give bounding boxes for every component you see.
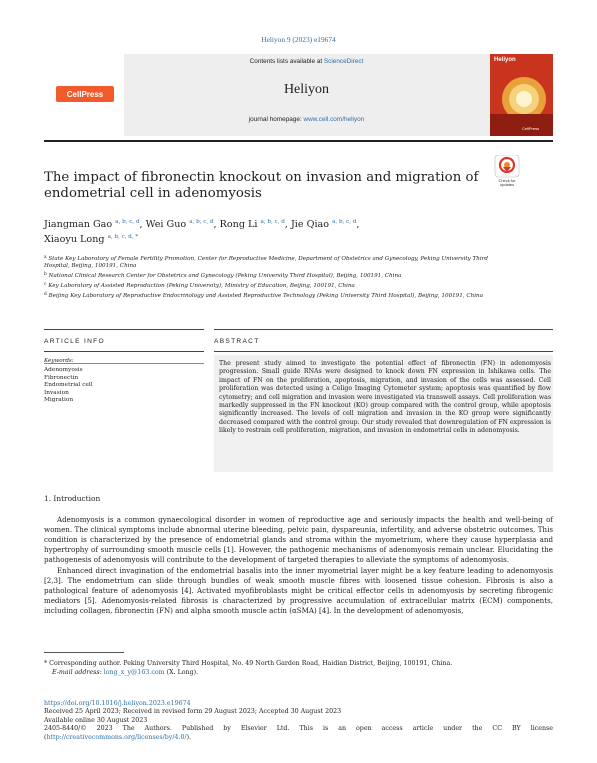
article-info-label: ARTICLE INFO [44, 338, 105, 345]
contents-line: Contents lists available at ScienceDirect [249, 58, 364, 65]
abstract-rule-top [214, 329, 553, 330]
cellpress-logo-icon: CellPress [56, 86, 114, 102]
available-online: Available online 30 August 2023 [44, 716, 148, 724]
affiliation: $^d$ Beijing Key Laboratory of Reproductive Endocrinology and Assisted Reproductive Technology (Peking University Third Hospital), Beijing, 100191, China [44, 292, 483, 300]
check-for-updates-label: Check for updates [498, 178, 516, 187]
sciencedirect-link[interactable]: ScienceDirect [323, 58, 364, 65]
abstract-label: ABSTRACT [214, 338, 260, 345]
affiliation: $^b$ National Clinical Research Center for Obstetrics and Gynecology (Peking University Third Hospital), Beijing, 100191, China [44, 272, 402, 280]
footnote [44, 660, 553, 677]
journal-name: Heliyon [283, 82, 330, 97]
introduction-body [44, 515, 553, 618]
publisher-logo[interactable] [44, 54, 124, 136]
article-info-rule-bottom [44, 351, 204, 352]
author-list: Jiangman Gao $^{a, b, c, d}$, Wei Guo $^{a, b, c, d}$, Rong Li $^{a, b, c, d}$, Jie Qiao $^{a, b, c, d}$, Xiaoyu Long $^{a, b, c, d, *}$ [44, 219, 360, 245]
keyword: Migration [44, 397, 74, 404]
footnote-rule [44, 652, 124, 653]
cover-art-icon [490, 54, 553, 136]
section-heading-introduction: 1. Introduction [44, 494, 101, 503]
journal-cover[interactable] [490, 54, 553, 136]
paragraph: Enhanced direct invagination of the endometrial basalis into the inner myometrial layer might be a key feature leading to adenomyosis [2,3]. The endometrium can slide through bundles of weak smooth muscle fibres with loosened tissue cohesion. Fibrosis is also a pathological feature of adenomyosis [4]. Activated myofibroblasts might be critical effector cells in adenomyosis by secreting fibrogenic mediators [5]. Adenomyosis-related fibrosis is characterized by progressive accumulation of extracellular matrix (ECM) components, including collagen, fibronectin (FN) and alpha smooth muscle actin (αSMA) [4]. In the development of adenomyosis, [44, 566, 553, 616]
abstract-rule-bottom [214, 351, 553, 352]
author-affil-marks[interactable]: a, b, c, d [189, 219, 214, 225]
journal-citation[interactable]: Heliyon 9 (2023) e19674 [261, 35, 336, 44]
keyword-list [44, 367, 93, 405]
received-dates: Received 25 April 2023; Received in revised form 29 August 2023; Accepted 30 August 2023 [44, 708, 342, 716]
email-link[interactable]: long_x_y@163.com [103, 668, 165, 676]
author[interactable]: Wei Guo [145, 219, 187, 230]
keyword: Fibronectin [44, 374, 79, 381]
license-link[interactable]: http://creativecommons.org/licenses/by/4.0/ [46, 733, 187, 741]
affiliation: $^c$ Key Laboratory of Assisted Reproduction (Peking University), Ministry of Education, Beijing, 100191, China [44, 282, 355, 290]
author-affil-marks[interactable]: a, b, c, d [115, 219, 140, 225]
journal-masthead [124, 54, 489, 136]
keyword: Invasion [44, 389, 69, 396]
keyword: Adenomyosis [44, 367, 83, 373]
homepage-line: journal homepage: www.cell.com/heliyon [248, 116, 365, 123]
abstract-text: The present study aimed to investigate the potential effect of fibronectin (FN) in adenomyosis progression. Small guide RNAs were designed to knock down FN expression in Ishikawa cells. The impact of FN on the proliferation, apoptosis, migration, and invasion of the cells was assessed. Cell proliferation was detected using a Celigo Imaging Cytometer system; apoptosis was quantified by flow cytometry; and cell migration and invasion were investigated via transwell assays. Cell proliferation was markedly suppressed in the FN knockout (KO) group compared with the control group, while apoptosis significantly increased. The levels of cell migration and invasion in the KO group were significantly decreased compared with the control group. Our study revealed that downregulation of FN expression is likely to restrain cell proliferation, migration, and invasion in endometrial cells in adenomyosis. [219, 360, 551, 435]
corresponding-author-note: * Corresponding author. Peking University Third Hospital, No. 49 North Garden Road, Haidian District, Beijing, 100191, China. [44, 660, 453, 667]
author-affil-marks[interactable]: a, b, c, d, * [107, 234, 139, 240]
homepage-link[interactable]: www.cell.com/heliyon [303, 116, 365, 123]
author[interactable]: Rong Li [219, 219, 258, 230]
author[interactable]: Jiangman Gao [44, 219, 113, 230]
license-link-line: (http://creativecommons.org/licenses/by/4.0/). [44, 733, 192, 741]
header-rule [44, 140, 553, 142]
author-affil-marks[interactable]: a, b, c, d [260, 219, 285, 225]
keywords-title: Keywords: [44, 358, 74, 364]
affiliation-list [44, 254, 514, 301]
affiliation: $^a$ State Key Laboratory of Female Fertility Promotion, Center for Reproductive Medicine, Department of Obstetrics and Gynecology, Peking University Third Hospital, Beijing, 100191, China [44, 255, 488, 270]
author[interactable]: Jie Qiao [290, 219, 330, 230]
doi-link[interactable]: https://doi.org/10.1016/j.heliyon.2023.e19674 [44, 700, 191, 707]
paragraph: Adenomyosis is a common gynaecological disorder in women of reproductive age and seriously impacts the health and well-being of women. The clinical symptoms include abnormal uterine bleeding, pelvic pain, dyspareunia, infertility, and adverse obstetric outcomes. This condition is characterized by the presence of endometrial glands and stroma within the myometrium, where they cause hyperplasia and hypertrophy of surrounding smooth muscle cells [1]. However, the pathogenic mechanisms of adenomyosis remain unclear. Elucidating the pathogenesis of adenomyosis will contribute to the development of targeted therapies to alleviate the symptoms of adenomyosis. [44, 515, 553, 564]
cover-title: Heliyon [494, 57, 516, 63]
article-info-rule-top [44, 329, 204, 330]
author[interactable]: Xiaoyu Long [44, 234, 105, 245]
keyword: Endometrial cell [44, 382, 93, 389]
license-line: 2405-8440/© 2023 The Authors. Published by Elsevier Ltd. This is an open access article under the CC BY license [44, 725, 553, 733]
author-affil-marks[interactable]: a, b, c, d [332, 219, 357, 225]
cover-brand: CellPress [522, 126, 540, 131]
article-metadata [44, 700, 553, 742]
article-title: The impact of fibronectin knockout on invasion and migration of endometrial cell in adenomyosis [44, 170, 479, 201]
email-line: E-mail address: long_x_y@163.com (X. Long). [52, 668, 199, 676]
keywords-rule [44, 363, 204, 364]
